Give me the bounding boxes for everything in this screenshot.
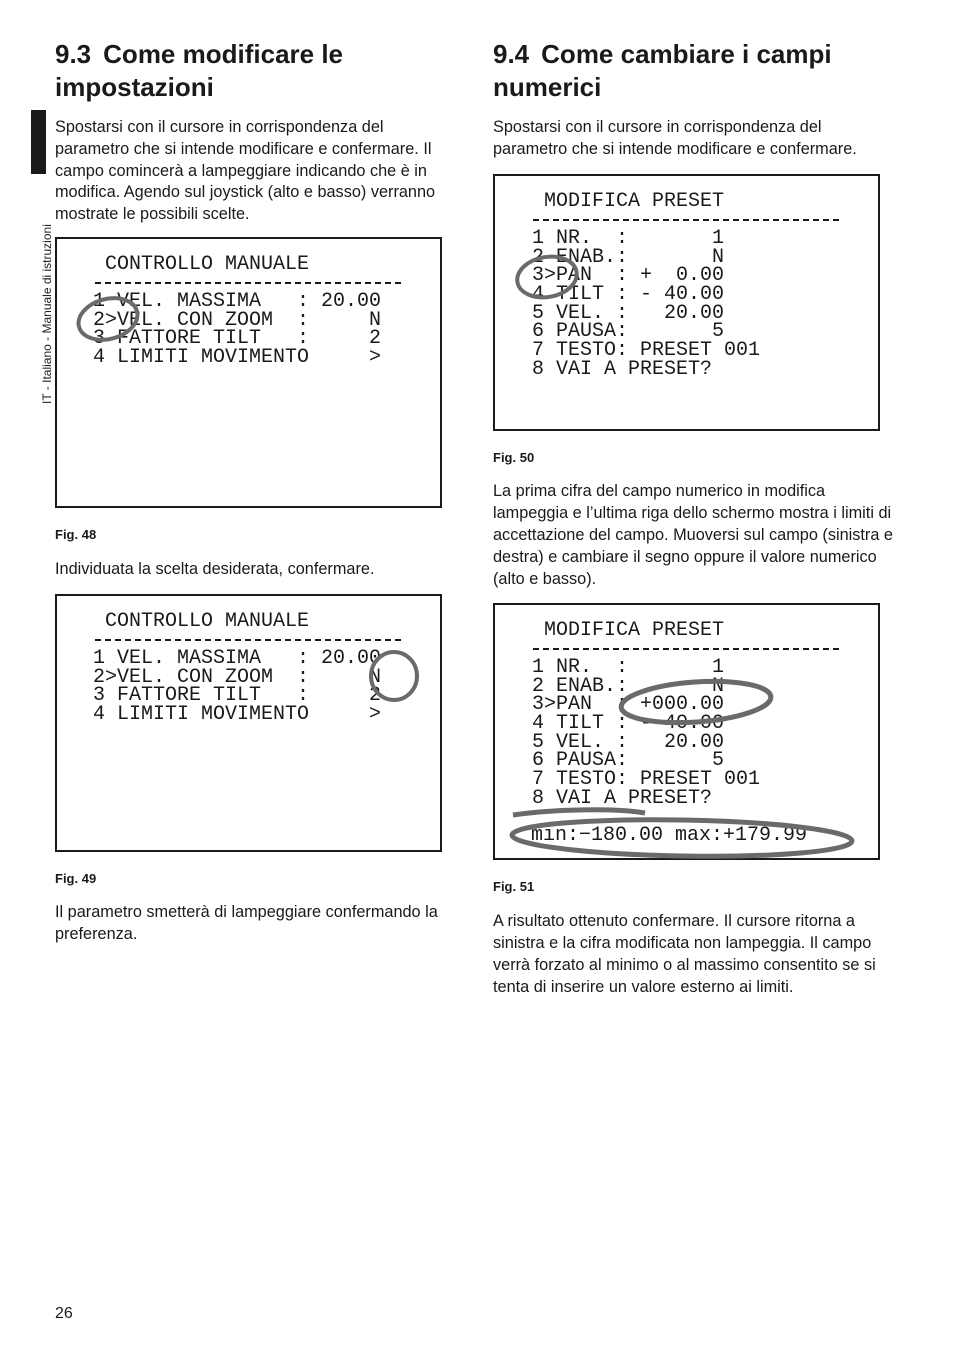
osd-line-2: 2>VEL. CON ZOOM : N (93, 308, 382, 332)
osd-line-3: 3>PAN : + 0.00 (532, 263, 725, 287)
osd-line-8: 8 VAI A PRESET? (532, 787, 713, 811)
osd-line-2: 2 ENAB.: N (532, 675, 725, 699)
osd-line-7: 7 TESTO: PRESET 001 (532, 768, 761, 792)
osd-line-4: 4 LIMITI MOVIMENTO > (93, 345, 382, 369)
osd-line-5: 5 VEL. : 20.00 (532, 301, 725, 325)
osd-line-3: 3>PAN : +000.00 (532, 693, 725, 717)
section-title: Come cambiare i campi numerici (493, 39, 832, 102)
osd-line-1: 1 VEL. MASSIMA : 20.00 (93, 646, 382, 670)
figure-caption: Fig. 51 (493, 879, 535, 895)
section-title: Come modificare le impostazioni (55, 39, 344, 102)
osd-separator (533, 648, 839, 650)
osd-line-6: 6 PAUSA: 5 (532, 319, 725, 343)
osd-title: MODIFICA PRESET (544, 619, 725, 643)
osd-screen-fig49 (55, 594, 442, 852)
section-number: 9.3 (55, 39, 92, 69)
osd-line-2: 2>VEL. CON ZOOM : N (93, 665, 382, 689)
osd-line-3: 3 FATTORE TILT : 2 (93, 326, 382, 350)
osd-title: MODIFICA PRESET (544, 189, 725, 213)
osd-line-7: 7 TESTO: PRESET 001 (532, 338, 761, 362)
osd-line-1: 1 NR. : 1 (532, 226, 725, 250)
figure-caption: Fig. 50 (493, 449, 535, 465)
osd-screen-fig48 (55, 237, 442, 508)
right-column (493, 38, 898, 998)
outro-paragraph: A risultato ottenuto confermare. Il cursore ritorna a sinistra e la cifra modificata non lampeggia. Il campo verrà forzato al minimo o al massimo consentito se si tenta di inserire un valore esterno ai limiti. (493, 912, 876, 996)
section-heading-9-4 (493, 38, 898, 104)
left-column (55, 38, 455, 946)
osd-line-4: 4 LIMITI MOVIMENTO > (93, 702, 382, 726)
intro-paragraph: Spostarsi con il cursore in corrispondenza del parametro che si intende modificare e confermare. Il campo comincerà a lampeggiare indicando che è in modifica. Agendo sul joystick (alto e basso) verranno mostrate le possibili scelte. (55, 118, 436, 224)
hand-drawn-circle-mark (57, 239, 444, 510)
intro-paragraph: Spostarsi con il cursore in corrispondenza del parametro che si intende modificare e confermare. (493, 118, 857, 158)
osd-separator (533, 219, 839, 221)
osd-line-4: 4 TILT : - 40.00 (532, 712, 725, 736)
osd-screen-fig50 (493, 174, 880, 431)
figure-caption: Fig. 48 (55, 526, 97, 542)
figure-caption: Fig. 49 (55, 870, 97, 886)
osd-separator (95, 639, 401, 641)
osd-line-8: 8 VAI A PRESET? (532, 357, 713, 381)
side-language-label: IT - Italiano - Manuale di istruzioni (40, 224, 54, 404)
page-number: 26 (55, 1305, 73, 1322)
section-heading-9-3 (55, 38, 455, 104)
osd-screen-fig51 (493, 603, 880, 860)
osd-line-1: 1 NR. : 1 (532, 656, 725, 680)
section-number: 9.4 (493, 39, 530, 69)
osd-title: CONTROLLO MANUALE (105, 252, 310, 276)
osd-limits-line: min:−180.00 max:+179.99 (531, 824, 808, 848)
osd-line-2: 2 ENAB.: N (532, 245, 725, 269)
osd-separator (95, 282, 401, 284)
osd-line-6: 6 PAUSA: 5 (532, 749, 725, 773)
osd-line-5: 5 VEL. : 20.00 (532, 731, 725, 755)
osd-line-1: 1 VEL. MASSIMA : 20.00 (93, 289, 382, 313)
outro-paragraph: Il parametro smetterà di lampeggiare confermando la preferenza. (55, 903, 438, 944)
body-paragraph: La prima cifra del campo numerico in modifica lampeggia e l’ultima riga dello schermo mostra i limiti di accettazione del campo. Muoversi sul campo (sinistra e destra) e cambiare il segno oppure il valore numerico (alto e basso). (493, 482, 893, 588)
osd-line-3: 3 FATTORE TILT : 2 (93, 683, 382, 707)
osd-title: CONTROLLO MANUALE (105, 609, 310, 633)
body-paragraph: Individuata la scelta desiderata, confermare. (55, 559, 375, 578)
side-tab-marker (31, 110, 46, 174)
osd-line-4: 4 TILT : - 40.00 (532, 282, 725, 306)
